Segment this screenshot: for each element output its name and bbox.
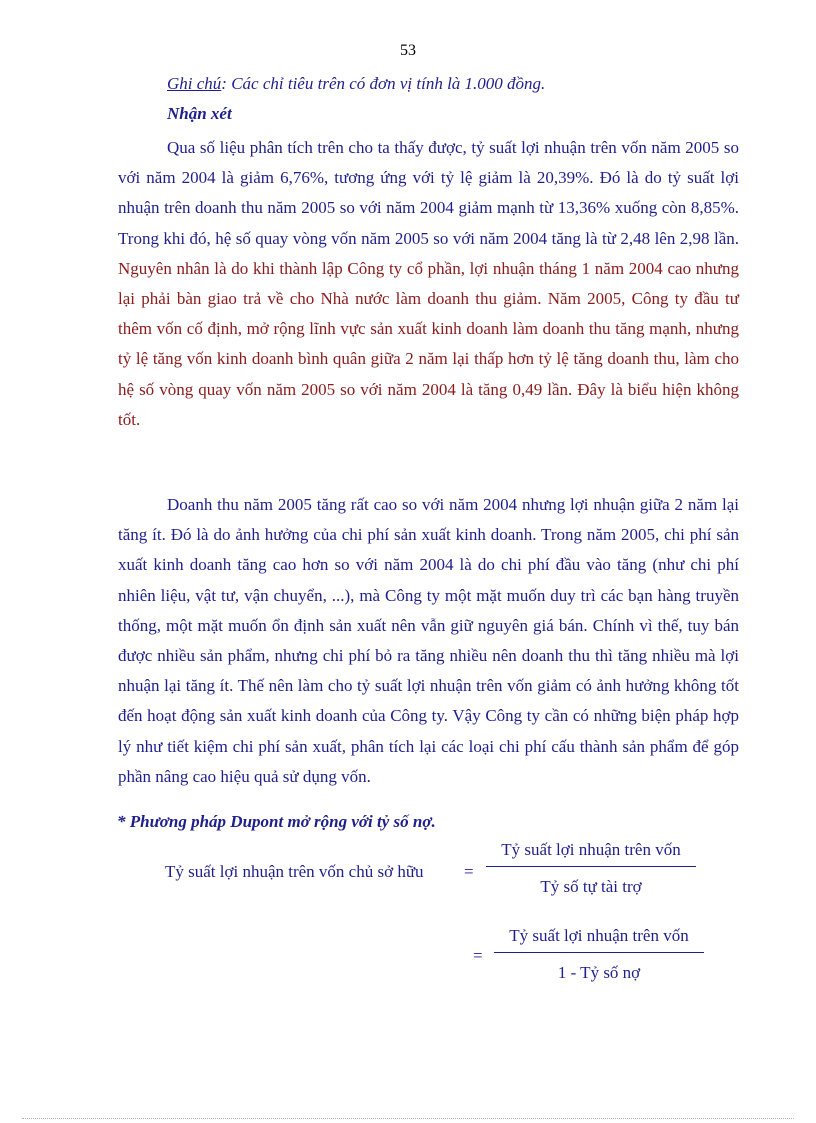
formula-lhs: Tỷ suất lợi nhuận trên vốn chủ sở hữu — [165, 862, 424, 881]
paragraph-analysis-red: Nguyên nhân là do khi thành lập Công ty cổ phần, lợi nhuận tháng 1 năm 2004 cao nhưng lại phải bàn giao trả về cho Nhà nước làm doanh thu giảm. Năm 2005, Công ty đầu tư thêm vốn cố định, mở rộng lĩnh vực sản xuất kinh doanh làm doanh thu tăng mạnh, nhưng tỷ lệ tăng vốn kinh doanh bình quân giữa 2 năm lại thấp hơn tỷ lệ tăng doanh thu, làm cho hệ số vòng quay vốn năm 2005 so với năm 2004 là tăng 0,49 lần. Đây là biểu hiện không tốt. — [118, 258, 739, 429]
page-number: 53 — [400, 42, 416, 59]
note-text: : Các chỉ tiêu trên có đơn vị tính là 1.000 đồng. — [221, 74, 546, 93]
fraction-1-numerator: Tỷ suất lợi nhuận trên vốn — [486, 840, 696, 867]
paragraph-analysis — [118, 133, 739, 435]
equals-sign-1: = — [464, 862, 474, 881]
fraction-2-numerator: Tỷ suất lợi nhuận trên vốn — [494, 926, 704, 953]
page-bottom-divider — [22, 1118, 794, 1119]
equals-sign-2: = — [473, 946, 483, 965]
paragraph-analysis-blue: Qua số liệu phân tích trên cho ta thấy được, tỷ suất lợi nhuận trên vốn năm 2005 so với năm 2004 là giảm 6,76%, tương ứng với tỷ lệ giảm là 20,39%. Đó là do tỷ suất lợi nhuận trên doanh thu năm 2005 so với năm 2004 giảm mạnh từ 13,36% xuống còn 8,85%. Trong khi đó, hệ số quay vòng vốn năm 2005 so với năm 2004 tăng là từ 2,48 lên 2,98 lần. — [118, 138, 739, 248]
dupont-method-heading: * Phương pháp Dupont mở rộng với tỷ số nợ. — [117, 812, 436, 831]
remarks-heading: Nhận xét — [167, 104, 232, 123]
fraction-2 — [494, 926, 704, 983]
fraction-1-denominator: Tỷ số tự tài trợ — [540, 877, 642, 896]
note — [167, 74, 545, 94]
fraction-2-denominator: 1 - Tỷ số nợ — [557, 963, 641, 982]
note-label: Ghi chú — [167, 74, 222, 93]
paragraph-revenue: Doanh thu năm 2005 tăng rất cao so với năm 2004 nhưng lợi nhuận giữa 2 năm lại tăng ít. Đó là do ảnh hưởng của chi phí sản xuất kinh doanh. Trong năm 2005, chi phí sản xuất kinh doanh tăng cao hơn so với năm 2004 là do chi phí đầu vào tăng (như chi phí nhiên liệu, vật tư, vận chuyển, ...), mà Công ty một mặt muốn duy trì các bạn hàng truyền thống, một mặt muốn ổn định sản xuất nên vẫn giữ nguyên giá bán. Chính vì thế, tuy bán được nhiều sản phẩm, nhưng chi phí bỏ ra tăng nhiều nên doanh thu thì tăng nhiều mà lợi nhuận lại tăng ít. Thế nên làm cho tỷ suất lợi nhuận trên vốn giảm có ảnh hưởng không tốt đến hoạt động sản xuất kinh doanh của Công ty. Vậy Công ty cần có những biện pháp hợp lý như tiết kiệm chi phí sản xuất, phân tích lại các loại chi phí cấu thành sản phẩm để góp phần nâng cao hiệu quả sử dụng vốn. — [118, 495, 739, 786]
fraction-1 — [486, 840, 696, 897]
